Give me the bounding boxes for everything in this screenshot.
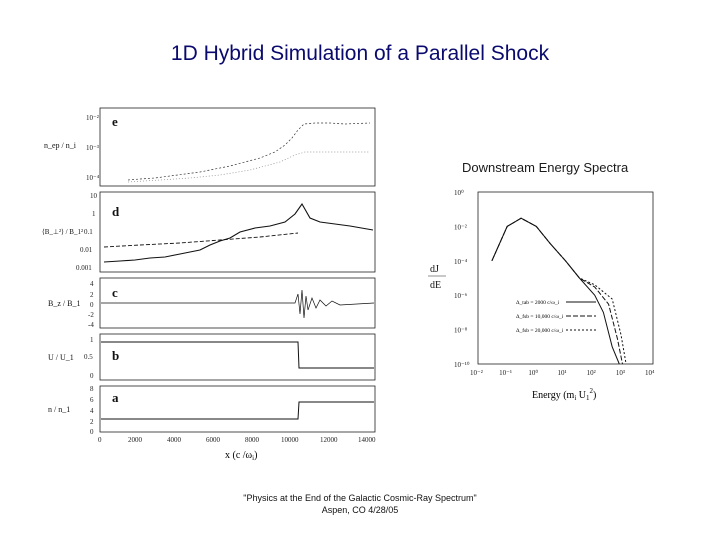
spectrum-xtick: 10² bbox=[586, 369, 596, 377]
panel-d-ylabel: ⟨B_⊥²⟩ / B_1² bbox=[42, 228, 84, 236]
legend-entry: Δ_tab = 2000 c/ω_i bbox=[516, 300, 560, 306]
x-tick: 8000 bbox=[245, 436, 259, 444]
panel-a-ylabel: n / n_1 bbox=[48, 405, 71, 414]
spectrum-heading: Downstream Energy Spectra bbox=[462, 160, 629, 175]
simulation-figure bbox=[40, 100, 400, 470]
panel-e-ylabel: n_ep / n_i bbox=[44, 141, 76, 150]
panel-a-ytick: 4 bbox=[90, 407, 94, 415]
panel-d-ytick: 0.01 bbox=[80, 246, 93, 254]
panel-c-letter: c bbox=[112, 285, 118, 300]
spectrum-xtick: 10¹ bbox=[557, 369, 567, 377]
spectrum-ytick: 10⁻⁸ bbox=[454, 326, 468, 335]
spectrum-xtick: 10³ bbox=[615, 369, 625, 377]
spectrum-xtick: 10⁰ bbox=[528, 369, 539, 377]
slide-title: 1D Hybrid Simulation of a Parallel Shock bbox=[170, 42, 550, 65]
panel-b-frame bbox=[100, 334, 375, 380]
panel-e-ytick: 10⁻² bbox=[86, 114, 99, 122]
panel-c-ytick: -4 bbox=[88, 321, 94, 329]
spectrum-xlabel: Energy ($m_i$ $U_1^2$) bbox=[532, 387, 597, 402]
panel-d-letter: d bbox=[112, 204, 120, 219]
panel-b-ylabel: U / U_1 bbox=[48, 353, 74, 362]
panel-d-ytick: 1 bbox=[92, 210, 96, 218]
panel-a-ytick: 8 bbox=[90, 385, 94, 393]
panel-e-frame bbox=[100, 108, 375, 186]
x-tick: 12000 bbox=[320, 436, 338, 444]
panel-e-series bbox=[128, 123, 370, 182]
panel-a-letter: a bbox=[112, 390, 119, 405]
panel-d-ytick: 0.001 bbox=[76, 264, 92, 272]
x-tick: 0 bbox=[98, 436, 102, 444]
panel-b-ytick: 0 bbox=[90, 372, 94, 380]
spectrum-plot-frame bbox=[478, 192, 653, 364]
spectrum-xtick: 10⁻² bbox=[470, 369, 483, 377]
x-tick: 2000 bbox=[128, 436, 142, 444]
panel-d-ytick: 10 bbox=[90, 192, 97, 200]
spectrum-ytick: 10⁻¹⁰ bbox=[454, 361, 470, 369]
panel-a-series bbox=[101, 402, 374, 419]
x-axis-label: x (c $/\omega_i$) bbox=[225, 450, 258, 462]
panel-e-ytick: 10⁻³ bbox=[86, 144, 99, 152]
spectrum-ytick: 10⁻⁶ bbox=[454, 292, 468, 301]
panel-c-ylabel: B_z / B_1 bbox=[48, 299, 81, 308]
spectrum-ylabel-top: dJ bbox=[430, 264, 439, 275]
panel-c-ytick: 2 bbox=[90, 291, 94, 299]
footer-conference: "Physics at the End of the Galactic Cosmic-Ray Spectrum" bbox=[243, 493, 477, 503]
panel-e-letter: e bbox=[112, 114, 118, 129]
panel-b-ytick: 1 bbox=[90, 336, 94, 344]
x-tick: 10000 bbox=[281, 436, 299, 444]
spectrum-series-line bbox=[492, 218, 626, 364]
legend-entry: Δ_fsb = 10,000 c/ω_i bbox=[516, 314, 564, 320]
panel-a-ytick: 6 bbox=[90, 396, 94, 404]
panel-c-ytick: 0 bbox=[90, 301, 94, 309]
panel-b-letter: b bbox=[112, 348, 120, 363]
spectrum-ytick: 10⁻⁴ bbox=[454, 257, 468, 266]
spectrum-xtick: 10⁴ bbox=[645, 369, 655, 377]
panel-d-frame bbox=[100, 192, 375, 272]
panel-c-ytick: -2 bbox=[88, 311, 94, 319]
panel-a-ytick: 0 bbox=[90, 428, 94, 436]
x-tick: 6000 bbox=[206, 436, 220, 444]
x-tick: 4000 bbox=[167, 436, 181, 444]
spectrum-ylabel-bottom: dE bbox=[430, 280, 442, 291]
footer-location-date: Aspen, CO 4/28/05 bbox=[321, 505, 399, 515]
energy-spectrum-chart bbox=[420, 180, 670, 410]
spectrum-xtick: 10⁻¹ bbox=[499, 369, 512, 377]
panel-c-ytick: 4 bbox=[90, 280, 94, 288]
panel-b-series bbox=[101, 342, 374, 368]
spectrum-ytick: 10⁻² bbox=[454, 223, 467, 232]
panel-a-ytick: 2 bbox=[90, 418, 94, 426]
panel-b-ytick: 0.5 bbox=[84, 353, 93, 361]
panel-d-ytick: 0.1 bbox=[84, 228, 93, 236]
panel-c-series bbox=[101, 290, 374, 318]
x-tick: 14000 bbox=[358, 436, 376, 444]
panel-e-ytick: 10⁻⁴ bbox=[86, 174, 100, 182]
spectrum-ytick: 10⁰ bbox=[454, 189, 464, 197]
spectrum-series-line bbox=[492, 218, 619, 364]
panel-a-frame bbox=[100, 386, 375, 432]
footer bbox=[0, 492, 720, 516]
panel-d-series bbox=[104, 204, 373, 262]
legend-entry: Δ_fsb = 20,000 c/ω_i bbox=[516, 328, 564, 334]
